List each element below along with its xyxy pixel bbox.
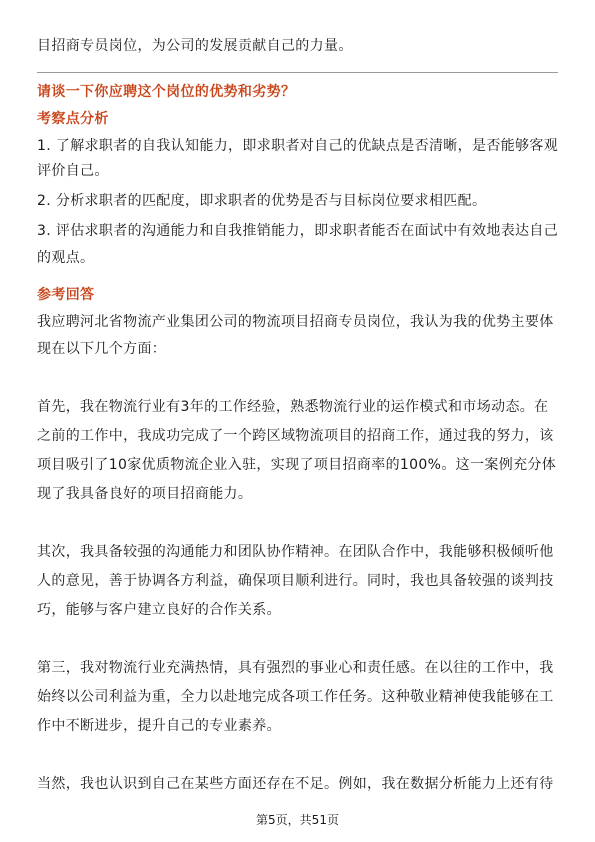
analysis-heading: 考察点分析 xyxy=(37,111,109,127)
intro-tail-text: 目招商专员岗位，为公司的发展贡献自己的力量。 xyxy=(37,38,353,54)
analysis-line: 评价自己。 xyxy=(37,163,109,179)
answer-line: 始终以公司利益为重，全力以赴地完成各项工作任务。这种敬业精神使我能够在工 xyxy=(37,689,554,705)
answer-line: 巧，能够与客户建立良好的合作关系。 xyxy=(37,602,281,618)
answer-line: 作中不断进步，提升自己的专业素养。 xyxy=(37,718,281,734)
answer-line: 项目吸引了10家优质物流企业入驻，实现了项目招商率的100%。这一案例充分体 xyxy=(37,457,557,473)
answer-line: 现在以下几个方面： xyxy=(37,341,167,357)
answer-heading: 参考回答 xyxy=(37,287,95,303)
answer-line: 当然，我也认识到自己在某些方面还存在不足。例如，我在数据分析能力上还有待 xyxy=(37,776,554,792)
question-heading: 请谈一下你应聘这个岗位的优势和劣势？ xyxy=(37,84,296,100)
section-divider xyxy=(37,72,558,73)
answer-line: 人的意见，善于协调各方利益，确保项目顺利进行。同时，我也具备较强的谈判技 xyxy=(37,573,554,589)
analysis-line: 3. 评估求职者的沟通能力和自我推销能力，即求职者能否在面试中有效地表达自己 xyxy=(37,223,559,239)
answer-line: 现了我具备良好的项目招商能力。 xyxy=(37,486,253,502)
analysis-line: 2. 分析求职者的匹配度，即求职者的优势是否与目标岗位要求相匹配。 xyxy=(37,193,487,209)
answer-line: 首先，我在物流行业有3年的工作经验，熟悉物流行业的运作模式和市场动态。在 xyxy=(37,399,549,415)
analysis-line: 1. 了解求职者的自我认知能力，即求职者对自己的优缺点是否清晰，是否能够客观 xyxy=(37,138,559,154)
answer-line: 其次，我具备较强的沟通能力和团队协作精神。在团队合作中，我能够积极倾听他 xyxy=(37,544,554,560)
analysis-line: 的观点。 xyxy=(37,250,95,266)
answer-line: 我应聘河北省物流产业集团公司的物流项目招商专员岗位，我认为我的优势主要体 xyxy=(37,314,554,330)
page-number-footer: 第5页，共51页 xyxy=(256,813,339,827)
answer-line: 之前的工作中，我成功完成了一个跨区域物流项目的招商工作，通过我的努力，该 xyxy=(37,428,554,444)
answer-line: 第三，我对物流行业充满热情，具有强烈的事业心和责任感。在以往的工作中，我 xyxy=(37,660,554,676)
